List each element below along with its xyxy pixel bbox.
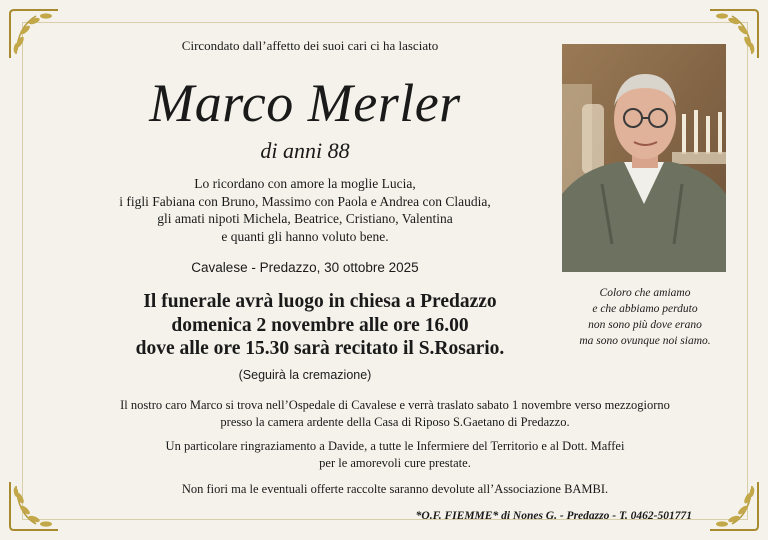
funeral-home-footer: *O.F. FIEMME* di Nones G. - Predazzo - T. 0462-501771 [415, 510, 692, 522]
mourners-block [90, 175, 520, 245]
laurel-corner-icon [4, 4, 64, 64]
funeral-line: dove alle ore 15.30 sarà recitato il S.Rosario. [135, 338, 505, 359]
thanks-info [80, 438, 710, 471]
place-date: Cavalese - Predazzo, 30 ottobre 2025 [191, 260, 419, 275]
portrait-photo [562, 44, 726, 272]
laurel-corner-icon [704, 476, 764, 536]
viewing-info [80, 397, 710, 430]
intro-line: Circondato dall’affetto dei suoi cari ci ha lasciato [181, 38, 439, 53]
poem-line: ma sono ovunque noi siamo. [579, 335, 711, 347]
viewing-line: presso la camera ardente della Casa di Riposo S.Gaetano di Predazzo. [220, 414, 570, 429]
flowers-note: Non fiori ma le eventuali offerte raccolte saranno devolute all’Associazione BAMBI. [181, 482, 609, 496]
mourners-line: i figli Fabiana con Bruno, Massimo con Paola e Andrea con Claudia, [119, 193, 491, 209]
viewing-line: Il nostro caro Marco si trova nell’Ospedale di Cavalese e verrà traslato sabato 1 novembre verso mezzogiorno [120, 398, 670, 412]
deceased-age: di anni 88 [260, 138, 350, 163]
thanks-line: Un particolare ringraziamento a Davide, a tutte le Infermiere del Territorio e al Dott. Maffei [165, 439, 625, 453]
funeral-line: Il funerale avrà luogo in chiesa a Predazzo [143, 291, 497, 312]
mourners-line: e quanti gli hanno voluto bene. [221, 228, 389, 244]
mourners-line: Lo ricordano con amore la moglie Lucia, [194, 176, 416, 191]
funeral-info [90, 290, 550, 361]
cremation-note: (Seguirà la cremazione) [238, 368, 372, 382]
poem-line: non sono più dove erano [588, 319, 702, 331]
mourners-line: gli amati nipoti Michela, Beatrice, Cristiano, Valentina [157, 211, 453, 226]
funeral-line: domenica 2 novembre alle ore 16.00 [171, 314, 469, 336]
thanks-line: per le amorevoli cure prestate. [319, 455, 471, 470]
poem-line: Coloro che amiamo [599, 287, 691, 299]
memorial-poem [560, 285, 730, 349]
portrait-image [562, 44, 726, 272]
deceased-name: Marco Merler [149, 73, 461, 133]
poem-line: e che abbiamo perduto [592, 303, 698, 315]
laurel-corner-icon [4, 476, 64, 536]
